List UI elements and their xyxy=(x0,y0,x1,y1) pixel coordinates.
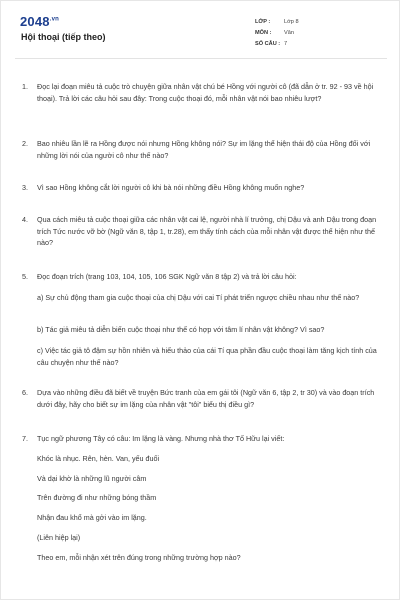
question-number: 2. xyxy=(22,139,28,148)
meta-value: Văn xyxy=(284,29,294,36)
sub-question-a: a) Sự chủ động tham gia cuộc thoại của chị Dậu với cai Tí phát triển ngược chiều nhau như thế nào? xyxy=(37,293,360,302)
poem-line: Nhận đau khổ mà gởi vào im lặng. xyxy=(37,513,147,522)
question-text: Đọc lại đoạn miêu tả cuộc trò chuyện giữa nhân vật chú bé Hồng với người cô (đã dẫn ở tr. 92 - 93 về hội thoại). Trả lời các câu hỏi sau đây: Trong cuộc thoại đó, mỗi nhân vật nói bao nhiêu lượt? xyxy=(37,82,374,103)
question-text: Đọc đoạn trích (trang 103, 104, 105, 106 SGK Ngữ văn 8 tập 2) và trả lời câu hỏi: xyxy=(37,272,297,281)
meta-label: MÔN : xyxy=(255,29,272,36)
question-text: Tục ngữ phương Tây có câu: Im lặng là vàng. Nhưng nhà thơ Tố Hữu lại viết: xyxy=(37,434,285,443)
meta-label: LỚP : xyxy=(255,18,271,25)
question-number: 7. xyxy=(22,434,28,443)
question-text: Qua cách miêu tả cuộc thoại giữa các nhân vật cai lệ, người nhà lí trưởng, chị Dậu và anh Dậu trong đoạn trích Tức nước vỡ bờ (Ngữ văn 8, tập 1, tr.28), em thấy tính cách của mỗi nhân vật được thể hiện như thế nào? xyxy=(37,215,377,247)
logo-text: 2048 xyxy=(20,14,50,29)
question-text: Bao nhiêu lần lẽ ra Hồng được nói nhưng Hồng không nói? Sự im lặng thể hiện thái độ của Hồng đối với những lời nói của người cô như thế nào? xyxy=(37,139,371,160)
meta-value: 7 xyxy=(284,40,288,47)
question-number: 5. xyxy=(22,272,28,281)
poem-line: Trên đường đi như những bóng thầm xyxy=(37,493,157,502)
meta-info xyxy=(255,16,383,49)
question-text: Dựa vào những điều đã biết về truyện Bức tranh của em gái tôi (Ngữ văn 6, tập 2, tr 30) và vào đoạn trích dưới đây, hãy cho biết sự im lặng của nhân vật "tôi" biểu thị điều gì? xyxy=(37,388,375,409)
question-text: Vì sao Hồng không cắt lời người cô khi bà nói những điều Hồng không muốn nghe? xyxy=(37,183,305,192)
poem-line: Khóc là nhục. Rên, hèn. Van, yếu đuối xyxy=(37,454,160,463)
meta-value: Lớp 8 xyxy=(284,18,299,25)
sub-question-c: c) Việc tác giả tô đậm sự hồn nhiên và hiếu thảo của cái Tí qua phần đầu cuộc thoại làm tăng kịch tính của câu chuyện như thế nào? xyxy=(37,346,377,367)
logo-suffix: .vn xyxy=(49,16,60,23)
meta-label: SỐ CÂU : xyxy=(255,40,281,47)
header-divider xyxy=(15,58,387,59)
site-logo[interactable] xyxy=(20,14,59,29)
question-number: 4. xyxy=(22,215,28,224)
poem-line: Và dại khờ là những lũ người câm xyxy=(37,474,147,483)
meta-row-count xyxy=(255,38,383,49)
question-number: 3. xyxy=(22,183,28,192)
poem-source: (Liên hiệp lại) xyxy=(37,533,81,542)
question-number: 6. xyxy=(22,388,28,397)
question-number: 1. xyxy=(22,82,28,91)
meta-row-subject xyxy=(255,27,383,38)
sub-question-b: b) Tác giả miêu tả diễn biến cuộc thoại như thế có hợp với tâm lí nhân vật không? Vì sao? xyxy=(37,325,325,334)
question-7-prompt: Theo em, mỗi nhận xét trên đúng trong những trường hợp nào? xyxy=(37,553,241,562)
page-title: Hội thoại (tiếp theo) xyxy=(21,32,106,42)
meta-row-class xyxy=(255,16,383,27)
